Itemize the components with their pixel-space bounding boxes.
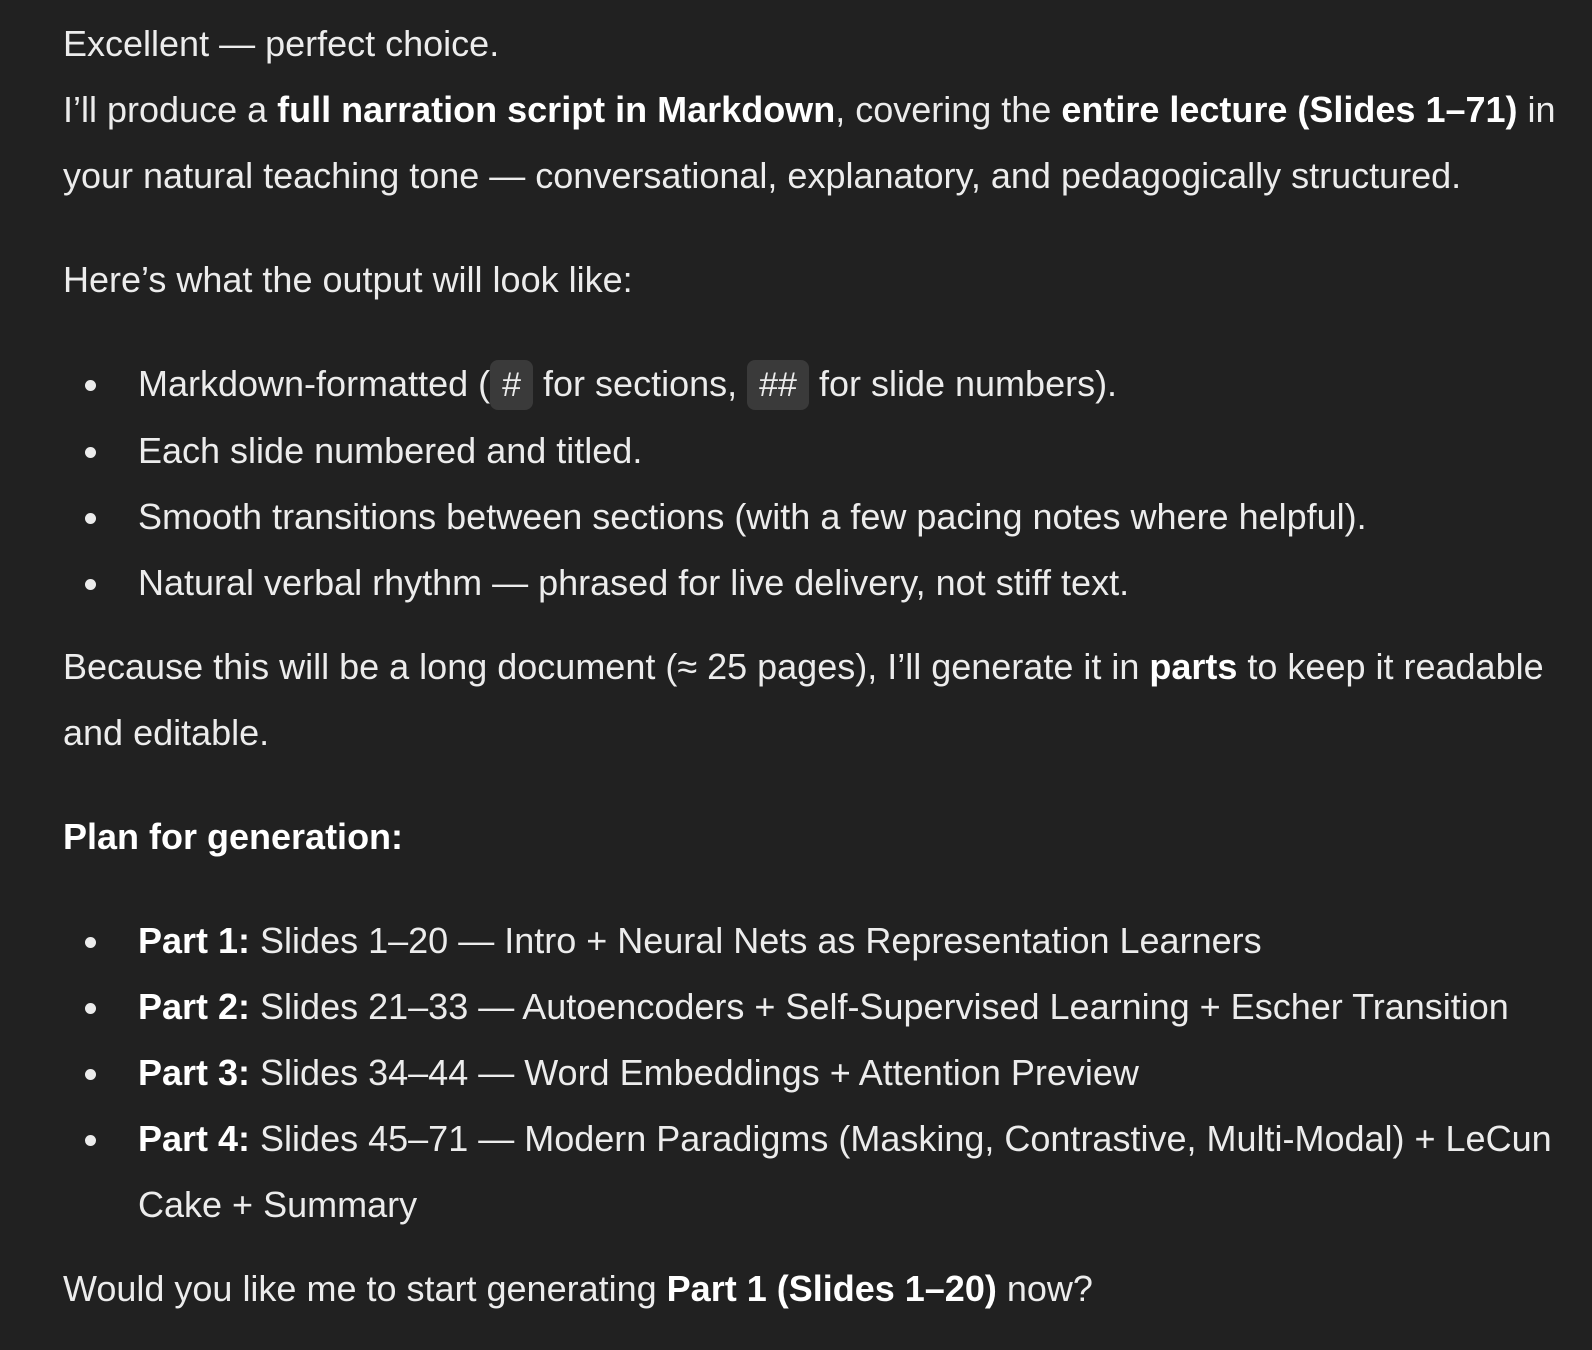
part-label: Part 1:: [138, 920, 251, 961]
bullet-icon: [85, 1003, 96, 1014]
text-span: I’ll produce a: [63, 89, 278, 130]
intro-paragraph: [63, 77, 1573, 209]
bold-span: entire lecture (Slides 1–71): [1061, 89, 1518, 130]
text-span: to keep it readable and editable.: [63, 646, 1544, 753]
assistant-message: [63, 11, 1573, 1322]
list-item: [63, 1040, 1573, 1106]
bullet-icon: [85, 380, 96, 391]
list-item: [63, 550, 1573, 616]
text-span: Markdown-formatted (: [138, 363, 491, 404]
list-item: [63, 418, 1573, 484]
bullet-icon: [85, 447, 96, 458]
inline-code: #: [490, 360, 533, 410]
features-list: [63, 351, 1573, 616]
length-paragraph: [63, 634, 1573, 766]
part-text: Slides 21–33 — Autoencoders + Self-Supervised Learning + Escher Transition: [250, 986, 1509, 1027]
closing-question: [63, 1256, 1573, 1322]
bullet-icon: [85, 937, 96, 948]
bullet-icon: [85, 1135, 96, 1146]
preview-lead: Here’s what the output will look like:: [63, 259, 633, 300]
text-span: for sections,: [533, 363, 748, 404]
bold-span: parts: [1149, 646, 1238, 687]
text-span: Smooth transitions between sections (with a few pacing notes where helpful).: [138, 496, 1367, 537]
bullet-icon: [85, 579, 96, 590]
text-span: Because this will be a long document (≈ 25 pages), I’ll generate it in: [63, 646, 1150, 687]
plan-heading: Plan for generation:: [63, 816, 404, 857]
intro-text: Excellent — perfect choice.: [63, 23, 500, 64]
part-label: Part 4:: [138, 1118, 251, 1159]
bullet-icon: [85, 513, 96, 524]
bold-span: full narration script in Markdown: [277, 89, 836, 130]
part-label: Part 2:: [138, 986, 251, 1027]
list-item: [63, 351, 1573, 418]
part-text: Slides 1–20 — Intro + Neural Nets as Representation Learners: [250, 920, 1262, 961]
text-span: now?: [996, 1268, 1093, 1309]
part-label: Part 3:: [138, 1052, 251, 1093]
list-item: [63, 484, 1573, 550]
part-text: Slides 34–44 — Word Embeddings + Attention Preview: [250, 1052, 1139, 1093]
text-span: , covering the: [835, 89, 1062, 130]
text-span: for slide numbers).: [808, 363, 1118, 404]
list-item: [63, 908, 1573, 974]
list-item: [63, 974, 1573, 1040]
text-span: Would you like me to start generating: [63, 1268, 667, 1309]
list-item: [63, 1106, 1573, 1238]
text-span: Natural verbal rhythm — phrased for live delivery, not stiff text.: [138, 562, 1130, 603]
text-span: Each slide numbered and titled.: [138, 430, 643, 471]
bullet-icon: [85, 1069, 96, 1080]
parts-list: [63, 908, 1573, 1238]
text-span: in your natural teaching tone — conversational, explanatory, and pedagogically structured.: [63, 89, 1556, 196]
bold-span: Part 1 (Slides 1–20): [666, 1268, 997, 1309]
inline-code: ##: [747, 360, 809, 410]
part-text: Slides 45–71 — Modern Paradigms (Masking, Contrastive, Multi-Modal) + LeCun Cake + Summary: [138, 1118, 1552, 1225]
